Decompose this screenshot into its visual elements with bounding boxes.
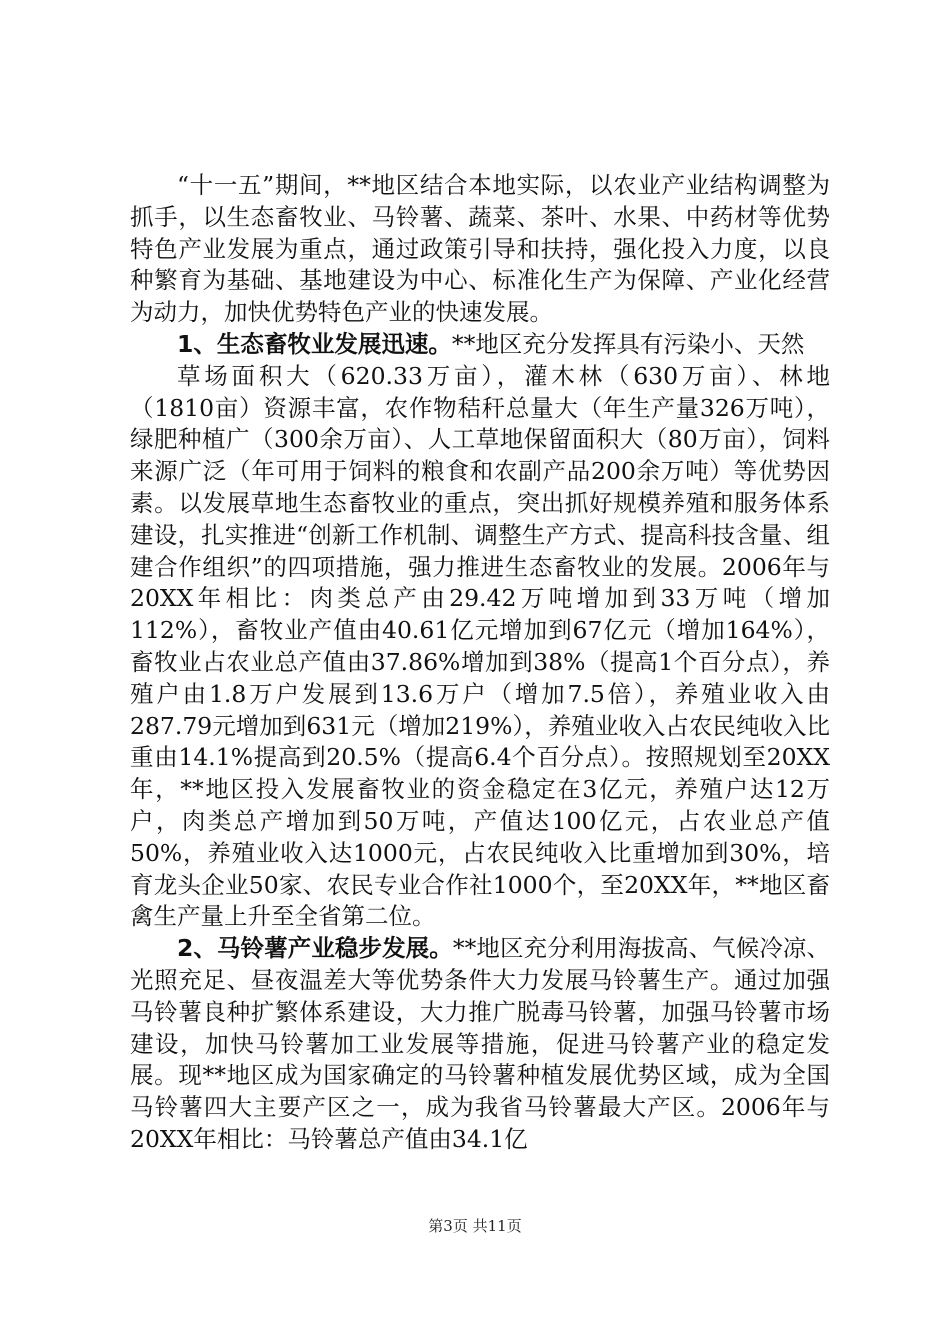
section-1-lead: **地区充分发挥具有污染小、天然 [451,329,805,358]
section-1-paragraph [130,329,830,361]
section-1-heading: 1、生态畜牧业发展迅速。 [177,329,452,358]
section-2-heading: 2、马铃薯产业稳步发展。 [177,934,453,963]
document-body [130,170,830,1156]
section-2-body: **地区充分利用海拔高、气候冷凉、光照充足、昼夜温差大等优势条件大力发展马铃薯生产。通过加强马铃薯良种扩繁体系建设，大力推广脱毒马铃薯，加强马铃薯市场建设，加快马铃薯加工业发展等措施，促进马铃薯产业的稳定发展。现**地区成为国家确定的马铃薯种植发展优势区域，成为全国马铃薯四大主要产区之一，成为我省马铃薯最大产区。2006年与20XX年相比：马铃薯总产值由34.1亿 [130,934,831,1153]
page-footer: 第3页 共11页 [428,1217,522,1235]
section-2-paragraph [130,933,830,1156]
section-1-body: 草场面积大（620.33万亩），灌木林（630万亩）、林地（1810亩）资源丰富，农作物秸秆总量大（年生产量326万吨），绿肥种植广（300余万亩）、人工草地保留面积大（80万亩），饲料来源广泛（年可用于饲料的粮食和农副产品200余万吨）等优势因素。以发展草地生态畜牧业的重点，突出抓好规模养殖和服务体系建设，扎实推进“创新工作机制、调整生产方式、提高科技含量、组建合作组织”的四项措施，强力推进生态畜牧业的发展。2006年与20XX年相比：肉类总产由29.42万吨增加到33万吨（增加112%），畜牧业产值由40.61亿元增加到67亿元（增加164%），畜牧业占农业总产值由37.86%增加到38%（提高1个百分点），养殖户由1.8万户发展到13.6万户（增加7.5倍），养殖业收入由287.79元增加到631元（增加219%），养殖业收入占农民纯收入比重由14.1%提高到20.5%（提高6.4个百分点）。按照规划至20XX年，**地区投入发展畜牧业的资金稳定在3亿元，养殖户达12万户，肉类总产增加到50万吨，产值达100亿元，占农业总产值50%，养殖业收入达1000元，占农民纯收入比重增加到30%，培育龙头企业50家、农民专业合作社1000个，至20XX年，**地区畜禽生产量上升至全省第二位。 [130,361,830,931]
intro-paragraph: “十一五”期间，**地区结合本地实际，以农业产业结构调整为抓手，以生态畜牧业、马铃薯、蔬菜、茶叶、水果、中药材等优势特色产业发展为重点，通过政策引导和扶持，强化投入力度，以良种繁育为基础、基地建设为中心、标准化生产为保障、产业化经营为动力，加快优势特色产业的快速发展。 [130,171,830,327]
